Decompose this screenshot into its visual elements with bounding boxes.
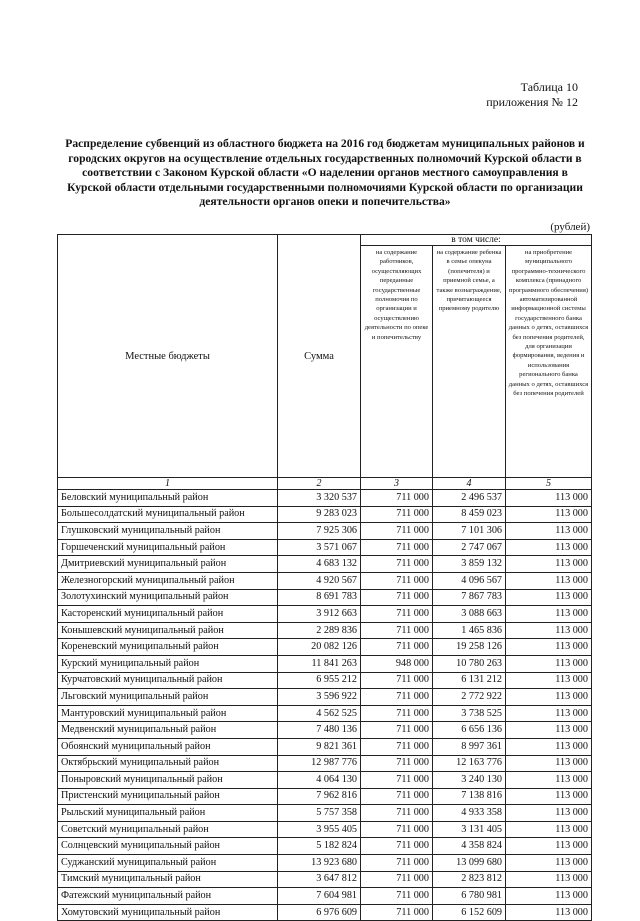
child-support-cell: 2 747 067	[433, 539, 506, 556]
table-row	[58, 904, 592, 921]
appendix-number: приложения № 12	[486, 95, 578, 109]
table-row	[58, 556, 592, 573]
header-child-support: на содержание ребенка в семье опекуна (попечителя) и приемной семье, а также вознаграждение, причитающееся приемному родителю	[433, 246, 506, 478]
software-cell: 113 000	[506, 689, 592, 706]
staff-costs-cell: 711 000	[361, 838, 433, 855]
district-name-cell: Рыльский муниципальный район	[58, 805, 278, 822]
software-cell: 113 000	[506, 855, 592, 872]
table-number: Таблица 10	[520, 80, 578, 94]
staff-costs-cell: 711 000	[361, 722, 433, 739]
district-name-cell: Железногорский муниципальный район	[58, 572, 278, 589]
software-cell: 113 000	[506, 755, 592, 772]
district-name-cell: Поныровский муниципальный район	[58, 772, 278, 789]
software-cell: 113 000	[506, 904, 592, 921]
software-cell: 113 000	[506, 572, 592, 589]
software-cell: 113 000	[506, 705, 592, 722]
district-name-cell: Глушковский муниципальный район	[58, 523, 278, 540]
software-cell: 113 000	[506, 838, 592, 855]
staff-costs-cell: 711 000	[361, 606, 433, 623]
table-row	[58, 589, 592, 606]
sum-cell: 8 691 783	[278, 589, 361, 606]
sum-cell: 4 064 130	[278, 772, 361, 789]
table-row	[58, 871, 592, 888]
header-including: в том числе:	[361, 235, 592, 246]
table-row	[58, 672, 592, 689]
table-row	[58, 855, 592, 872]
sum-cell: 13 923 680	[278, 855, 361, 872]
table-row	[58, 755, 592, 772]
sum-cell: 20 082 126	[278, 639, 361, 656]
table-row	[58, 639, 592, 656]
table-row	[58, 572, 592, 589]
software-cell: 113 000	[506, 722, 592, 739]
software-cell: 113 000	[506, 672, 592, 689]
child-support-cell: 4 933 358	[433, 805, 506, 822]
sum-cell: 3 912 663	[278, 606, 361, 623]
staff-costs-cell: 711 000	[361, 871, 433, 888]
staff-costs-cell: 711 000	[361, 821, 433, 838]
district-name-cell: Советский муниципальный район	[58, 821, 278, 838]
child-support-cell: 6 780 981	[433, 888, 506, 905]
software-cell: 113 000	[506, 738, 592, 755]
district-name-cell: Октябрьский муниципальный район	[58, 755, 278, 772]
table-row	[58, 622, 592, 639]
staff-costs-cell: 711 000	[361, 589, 433, 606]
header-sum: Сумма	[278, 235, 361, 478]
sum-cell: 7 480 136	[278, 722, 361, 739]
sum-cell: 7 925 306	[278, 523, 361, 540]
table-row	[58, 539, 592, 556]
table-row	[58, 821, 592, 838]
child-support-cell: 6 152 609	[433, 904, 506, 921]
table-body	[58, 490, 592, 921]
column-number: 2	[278, 478, 361, 490]
staff-costs-cell: 711 000	[361, 506, 433, 523]
software-cell: 113 000	[506, 589, 592, 606]
staff-costs-cell: 711 000	[361, 556, 433, 573]
sum-cell: 4 920 567	[278, 572, 361, 589]
sum-cell: 5 757 358	[278, 805, 361, 822]
software-cell: 113 000	[506, 539, 592, 556]
table-row	[58, 788, 592, 805]
units-label: (рублей)	[550, 221, 590, 233]
child-support-cell: 8 459 023	[433, 506, 506, 523]
header-staff-costs: на содержание работников, осуществляющих переданные государственные полномочия по организации и осуществлению деятельности по опеке и попечительству	[361, 246, 433, 478]
subsidy-table	[57, 234, 592, 921]
district-name-cell: Хомутовский муниципальный район	[58, 904, 278, 921]
child-support-cell: 3 738 525	[433, 705, 506, 722]
table-row	[58, 506, 592, 523]
staff-costs-cell: 711 000	[361, 689, 433, 706]
district-name-cell: Конышевский муниципальный район	[58, 622, 278, 639]
column-number: 1	[58, 478, 278, 490]
child-support-cell: 7 138 816	[433, 788, 506, 805]
child-support-cell: 2 772 922	[433, 689, 506, 706]
table-row	[58, 722, 592, 739]
district-name-cell: Мантуровский муниципальный район	[58, 705, 278, 722]
district-name-cell: Курский муниципальный район	[58, 655, 278, 672]
child-support-cell: 6 656 136	[433, 722, 506, 739]
district-name-cell: Пристенский муниципальный район	[58, 788, 278, 805]
sum-cell: 7 604 981	[278, 888, 361, 905]
table-row	[58, 772, 592, 789]
sum-cell: 6 976 609	[278, 904, 361, 921]
table-row	[58, 838, 592, 855]
child-support-cell: 7 867 783	[433, 589, 506, 606]
table-row	[58, 606, 592, 623]
software-cell: 113 000	[506, 556, 592, 573]
staff-costs-cell: 711 000	[361, 805, 433, 822]
software-cell: 113 000	[506, 821, 592, 838]
child-support-cell: 2 496 537	[433, 490, 506, 507]
sum-cell: 3 955 405	[278, 821, 361, 838]
staff-costs-cell: 711 000	[361, 490, 433, 507]
child-support-cell: 12 163 776	[433, 755, 506, 772]
staff-costs-cell: 711 000	[361, 772, 433, 789]
district-name-cell: Солнцевский муниципальный район	[58, 838, 278, 855]
staff-costs-cell: 711 000	[361, 672, 433, 689]
district-name-cell: Горшеченский муниципальный район	[58, 539, 278, 556]
table-row	[58, 490, 592, 507]
staff-costs-cell: 711 000	[361, 523, 433, 540]
software-cell: 113 000	[506, 888, 592, 905]
sum-cell: 3 571 067	[278, 539, 361, 556]
district-name-cell: Льговский муниципальный район	[58, 689, 278, 706]
software-cell: 113 000	[506, 788, 592, 805]
sum-cell: 7 962 816	[278, 788, 361, 805]
software-cell: 113 000	[506, 639, 592, 656]
staff-costs-cell: 711 000	[361, 855, 433, 872]
child-support-cell: 4 358 824	[433, 838, 506, 855]
table-row	[58, 523, 592, 540]
district-name-cell: Курчатовский муниципальный район	[58, 672, 278, 689]
district-name-cell: Золотухинский муниципальный район	[58, 589, 278, 606]
staff-costs-cell: 711 000	[361, 788, 433, 805]
district-name-cell: Суджанский муниципальный район	[58, 855, 278, 872]
sum-cell: 3 320 537	[278, 490, 361, 507]
column-number: 5	[506, 478, 592, 490]
software-cell: 113 000	[506, 871, 592, 888]
district-name-cell: Дмитриевский муниципальный район	[58, 556, 278, 573]
district-name-cell: Кореневский муниципальный район	[58, 639, 278, 656]
sum-cell: 9 821 361	[278, 738, 361, 755]
software-cell: 113 000	[506, 622, 592, 639]
table-reference	[486, 80, 578, 110]
staff-costs-cell: 711 000	[361, 572, 433, 589]
software-cell: 113 000	[506, 805, 592, 822]
column-number: 4	[433, 478, 506, 490]
sum-cell: 9 283 023	[278, 506, 361, 523]
staff-costs-cell: 711 000	[361, 738, 433, 755]
column-number-row	[58, 478, 592, 490]
staff-costs-cell: 711 000	[361, 755, 433, 772]
sum-cell: 2 289 836	[278, 622, 361, 639]
child-support-cell: 10 780 263	[433, 655, 506, 672]
staff-costs-cell: 948 000	[361, 655, 433, 672]
table-row	[58, 705, 592, 722]
table-row	[58, 888, 592, 905]
district-name-cell: Обоянский муниципальный район	[58, 738, 278, 755]
software-cell: 113 000	[506, 655, 592, 672]
staff-costs-cell: 711 000	[361, 622, 433, 639]
staff-costs-cell: 711 000	[361, 639, 433, 656]
staff-costs-cell: 711 000	[361, 888, 433, 905]
table-row	[58, 689, 592, 706]
staff-costs-cell: 711 000	[361, 539, 433, 556]
child-support-cell: 3 240 130	[433, 772, 506, 789]
district-name-cell: Большесолдатский муниципальный район	[58, 506, 278, 523]
column-number: 3	[361, 478, 433, 490]
child-support-cell: 3 088 663	[433, 606, 506, 623]
child-support-cell: 8 997 361	[433, 738, 506, 755]
district-name-cell: Беловский муниципальный район	[58, 490, 278, 507]
staff-costs-cell: 711 000	[361, 705, 433, 722]
table-row	[58, 738, 592, 755]
software-cell: 113 000	[506, 490, 592, 507]
sum-cell: 11 841 263	[278, 655, 361, 672]
header-local-budgets: Местные бюджеты	[58, 235, 278, 478]
child-support-cell: 4 096 567	[433, 572, 506, 589]
child-support-cell: 3 859 132	[433, 556, 506, 573]
document-title: Распределение субвенций из областного бюджета на 2016 год бюджетам муниципальных районов и городских округов на осуществление отдельных государственных полномочий Курской области в соответствии с Законом Курской области «О наделении органов местного самоуправления в Курской области отдельными государственными полномочиями Курской области по организации деятельности органов опеки и попечительства»	[65, 137, 585, 208]
sum-cell: 3 647 812	[278, 871, 361, 888]
software-cell: 113 000	[506, 772, 592, 789]
sum-cell: 12 987 776	[278, 755, 361, 772]
header-software-purchase: на приобретение муниципального программно-технического комплекса (принадного программного обеспечения) автоматизированной информационной системы государственного банка данных о детях, оставшихся без попечения родителей, для организации формирования, ведения и использования регионального банка данных о детях, оставшихся без попечения родителей	[506, 246, 592, 478]
child-support-cell: 7 101 306	[433, 523, 506, 540]
district-name-cell: Касторенский муниципальный район	[58, 606, 278, 623]
child-support-cell: 19 258 126	[433, 639, 506, 656]
child-support-cell: 1 465 836	[433, 622, 506, 639]
child-support-cell: 2 823 812	[433, 871, 506, 888]
sum-cell: 5 182 824	[278, 838, 361, 855]
sum-cell: 4 562 525	[278, 705, 361, 722]
district-name-cell: Фатежский муниципальный район	[58, 888, 278, 905]
sum-cell: 6 955 212	[278, 672, 361, 689]
child-support-cell: 3 131 405	[433, 821, 506, 838]
district-name-cell: Медвенский муниципальный район	[58, 722, 278, 739]
staff-costs-cell: 711 000	[361, 904, 433, 921]
table-row	[58, 805, 592, 822]
sum-cell: 4 683 132	[278, 556, 361, 573]
software-cell: 113 000	[506, 523, 592, 540]
software-cell: 113 000	[506, 506, 592, 523]
district-name-cell: Тимский муниципальный район	[58, 871, 278, 888]
child-support-cell: 6 131 212	[433, 672, 506, 689]
child-support-cell: 13 099 680	[433, 855, 506, 872]
sum-cell: 3 596 922	[278, 689, 361, 706]
software-cell: 113 000	[506, 606, 592, 623]
table-row	[58, 655, 592, 672]
